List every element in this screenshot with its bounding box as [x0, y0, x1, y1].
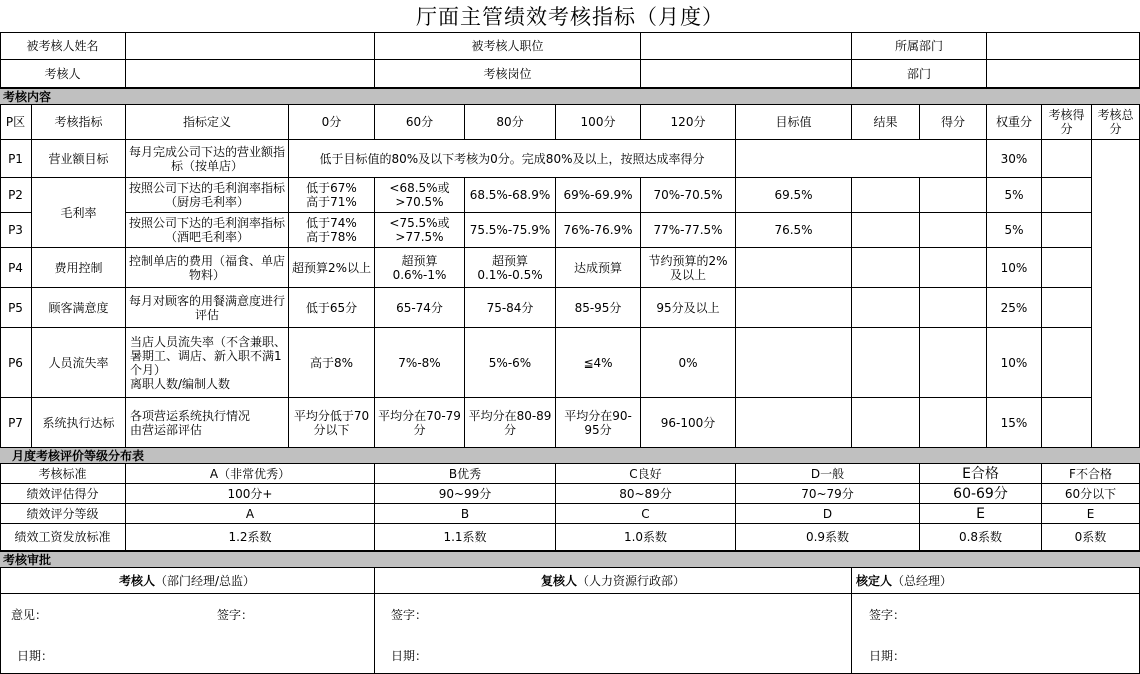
- p5-result[interactable]: [852, 288, 920, 328]
- p1-definition: 每月完成公司下达的营业额指标（按单店）: [126, 140, 289, 178]
- name-input[interactable]: [126, 32, 375, 60]
- position-label: 被考核人职位: [375, 32, 641, 60]
- p3-s0: 低于74% 高于78%: [289, 213, 375, 248]
- p5-s60: 65-74分: [375, 288, 465, 328]
- p6-id: P6: [0, 328, 32, 398]
- p7-weight: 15%: [987, 398, 1042, 448]
- post-input[interactable]: [641, 60, 852, 88]
- reviewer-date-label: 日期：: [391, 649, 428, 663]
- p4-assess-score[interactable]: [1042, 248, 1092, 288]
- grade-pay-d: 0.9系数: [736, 524, 920, 551]
- p4-s120: 节约预算的2%及以上: [641, 248, 736, 288]
- grade-head-a: A（非常优秀）: [126, 464, 375, 484]
- p4-s100: 达成预算: [556, 248, 641, 288]
- col-target: 目标值: [736, 105, 852, 140]
- col-definition: 指标定义: [126, 105, 289, 140]
- p6-s60: 7%-8%: [375, 328, 465, 398]
- p4-target[interactable]: [736, 248, 852, 288]
- approver-sign-label: 签字：: [869, 608, 906, 622]
- p5-assess-score[interactable]: [1042, 288, 1092, 328]
- p6-score[interactable]: [920, 328, 987, 398]
- p6-assess-score[interactable]: [1042, 328, 1092, 398]
- grade-pay-a: 1.2系数: [126, 524, 375, 551]
- p7-definition: 各项营运系统执行情况 由营运部评估: [126, 398, 289, 448]
- p7-target[interactable]: [736, 398, 852, 448]
- grade-pay-f: 0系数: [1042, 524, 1140, 551]
- p3-id: P3: [0, 213, 32, 248]
- p3-result[interactable]: [852, 213, 920, 248]
- assessor-date-label: 日期：: [17, 649, 54, 663]
- p1-blank[interactable]: [736, 140, 987, 178]
- p1-weight: 30%: [987, 140, 1042, 178]
- p4-score[interactable]: [920, 248, 987, 288]
- p7-s100: 平均分在90-95分: [556, 398, 641, 448]
- grade-levels-b: B: [375, 504, 556, 524]
- p3-target: 76.5%: [736, 213, 852, 248]
- col-0: 0分: [289, 105, 375, 140]
- p7-score[interactable]: [920, 398, 987, 448]
- reviewer-role: （人力资源行政部）: [577, 573, 686, 588]
- reviewer-title: 复核人: [540, 573, 577, 588]
- p6-name: 人员流失率: [32, 328, 126, 398]
- p6-s120: 0%: [641, 328, 736, 398]
- p3-assess-score[interactable]: [1042, 213, 1092, 248]
- col-60: 60分: [375, 105, 465, 140]
- col-80: 80分: [465, 105, 556, 140]
- approval-reviewer-header: [375, 568, 852, 594]
- assessor-title: 考核人: [118, 573, 155, 588]
- p7-id: P7: [0, 398, 32, 448]
- reviewer-sign-label: 签字：: [391, 608, 428, 622]
- p6-s100: ≦4%: [556, 328, 641, 398]
- p6-result[interactable]: [852, 328, 920, 398]
- p2-s100: 69%-69.9%: [556, 178, 641, 213]
- grade-scores-a: 100分+: [126, 484, 375, 504]
- assessor-label: 考核人: [0, 60, 126, 88]
- post-label: 考核岗位: [375, 60, 641, 88]
- p1-assess-score[interactable]: [1042, 140, 1092, 178]
- grade-levels-a: A: [126, 504, 375, 524]
- p1-name: 营业额目标: [32, 140, 126, 178]
- grade-levels-f: E: [1042, 504, 1140, 524]
- approver-date-label: 日期：: [869, 649, 906, 663]
- p7-result[interactable]: [852, 398, 920, 448]
- p7-assess-score[interactable]: [1042, 398, 1092, 448]
- p4-s60: 超预算0.6%-1%: [375, 248, 465, 288]
- p2-assess-score[interactable]: [1042, 178, 1092, 213]
- assessor-sign-label: 签字：: [217, 608, 254, 622]
- grade-head-e: E合格: [920, 464, 1042, 484]
- p6-definition: 当店人员流失率（不含兼职、暑期工、调店、新入职不满1个月） 离职人数/编制人数: [126, 328, 289, 398]
- p2-s60: <68.5%或 >70.5%: [375, 178, 465, 213]
- col-120: 120分: [641, 105, 736, 140]
- approver-role: （总经理）: [892, 573, 953, 588]
- grade-head-d: D一般: [736, 464, 920, 484]
- p3-weight: 5%: [987, 213, 1042, 248]
- p2-s0: 低于67% 高于71%: [289, 178, 375, 213]
- gross-margin-name: 毛利率: [32, 178, 126, 248]
- p2-definition: 按照公司下达的毛利润率指标（厨房毛利率）: [126, 178, 289, 213]
- dept2-input[interactable]: [987, 60, 1140, 88]
- grade-pay-e: 0.8系数: [920, 524, 1042, 551]
- grade-scores-f: 60分以下: [1042, 484, 1140, 504]
- p4-id: P4: [0, 248, 32, 288]
- p2-target: 69.5%: [736, 178, 852, 213]
- grade-pay-c: 1.0系数: [556, 524, 736, 551]
- p5-name: 顾客满意度: [32, 288, 126, 328]
- col-assess-total: 考核总分: [1092, 105, 1140, 140]
- p3-s100: 76%-76.9%: [556, 213, 641, 248]
- section-approval: 考核审批: [0, 551, 1140, 568]
- position-input[interactable]: [641, 32, 852, 60]
- p4-definition: 控制单店的费用（福食、单店物料）: [126, 248, 289, 288]
- name-label: 被考核人姓名: [0, 32, 126, 60]
- col-assess-score: 考核得分: [1042, 105, 1092, 140]
- p4-name: 费用控制: [32, 248, 126, 288]
- col-indicator: 考核指标: [32, 105, 126, 140]
- grade-head-c: C良好: [556, 464, 736, 484]
- col-weight: 权重分: [987, 105, 1042, 140]
- grade-levels-e: E: [920, 504, 1042, 524]
- grade-scores-0: 绩效评估得分: [0, 484, 126, 504]
- p1-merged-criteria: 低于目标值的80%及以下考核为0分。完成80%及以上，按照达成率得分: [289, 140, 736, 178]
- p7-s60: 平均分在70-79分: [375, 398, 465, 448]
- grade-levels-c: C: [556, 504, 736, 524]
- grade-scores-c: 80~89分: [556, 484, 736, 504]
- approver-title: 核定人: [856, 573, 893, 588]
- grade-levels-d: D: [736, 504, 920, 524]
- p6-s0: 高于8%: [289, 328, 375, 398]
- p5-s120: 95分及以上: [641, 288, 736, 328]
- p7-s120: 96-100分: [641, 398, 736, 448]
- p3-definition: 按照公司下达的毛利润率指标（酒吧毛利率）: [126, 213, 289, 248]
- p2-weight: 5%: [987, 178, 1042, 213]
- p4-weight: 10%: [987, 248, 1042, 288]
- p6-s80: 5%-6%: [465, 328, 556, 398]
- p5-s80: 75-84分: [465, 288, 556, 328]
- reviewer-sign-area[interactable]: [375, 594, 852, 674]
- grade-pay-b: 1.1系数: [375, 524, 556, 551]
- p1-id: P1: [0, 140, 32, 178]
- section-grade-distribution: 月度考核评价等级分布表: [0, 447, 1140, 464]
- approval-approver-header: [852, 568, 1140, 594]
- col-score: 得分: [920, 105, 987, 140]
- p2-score[interactable]: [920, 178, 987, 213]
- p5-s100: 85-95分: [556, 288, 641, 328]
- p2-s120: 70%-70.5%: [641, 178, 736, 213]
- p4-result[interactable]: [852, 248, 920, 288]
- p3-s80: 75.5%-75.9%: [465, 213, 556, 248]
- grade-scores-d: 70~79分: [736, 484, 920, 504]
- p6-weight: 10%: [987, 328, 1042, 398]
- assessor-role: （部门经理/总监）: [154, 573, 256, 588]
- p6-target[interactable]: [736, 328, 852, 398]
- approval-assessor-header: [0, 568, 375, 594]
- p5-weight: 25%: [987, 288, 1042, 328]
- department-label: 所属部门: [852, 32, 987, 60]
- col-result: 结果: [852, 105, 920, 140]
- opinion-label: 意见：: [11, 608, 48, 622]
- col-p: P区: [0, 105, 32, 140]
- assessor-input[interactable]: [126, 60, 375, 88]
- p5-s0: 低于65分: [289, 288, 375, 328]
- grade-scores-b: 90~99分: [375, 484, 556, 504]
- grade-head-f: F不合格: [1042, 464, 1140, 484]
- p2-s80: 68.5%-68.9%: [465, 178, 556, 213]
- department-input[interactable]: [987, 32, 1140, 60]
- grade-scores-e: 60-69分: [920, 484, 1042, 504]
- p7-name: 系统执行达标: [32, 398, 126, 448]
- p3-score[interactable]: [920, 213, 987, 248]
- p3-s120: 77%-77.5%: [641, 213, 736, 248]
- grade-levels-0: 绩效评分等级: [0, 504, 126, 524]
- p2-id: P2: [0, 178, 32, 213]
- assessor-sign-area[interactable]: [0, 594, 375, 674]
- p7-s80: 平均分在80-89分: [465, 398, 556, 448]
- p3-s60: <75.5%或 >77.5%: [375, 213, 465, 248]
- sheet-title: 厅面主管绩效考核指标（月度）: [416, 5, 724, 29]
- p5-definition: 每月对顾客的用餐满意度进行评估: [126, 288, 289, 328]
- col-100: 100分: [556, 105, 641, 140]
- assess-total-cell[interactable]: [1092, 140, 1140, 448]
- grade-head-b: B优秀: [375, 464, 556, 484]
- p4-s0: 超预算2%以上: [289, 248, 375, 288]
- p5-id: P5: [0, 288, 32, 328]
- p5-target[interactable]: [736, 288, 852, 328]
- p5-score[interactable]: [920, 288, 987, 328]
- p4-s80: 超预算0.1%-0.5%: [465, 248, 556, 288]
- grade-pay-0: 绩效工资发放标准: [0, 524, 126, 551]
- p7-s0: 平均分低于70分以下: [289, 398, 375, 448]
- grade-head-0: 考核标准: [0, 464, 126, 484]
- p2-result[interactable]: [852, 178, 920, 213]
- section-assessment-content: 考核内容: [0, 88, 1140, 105]
- dept2-label: 部门: [852, 60, 987, 88]
